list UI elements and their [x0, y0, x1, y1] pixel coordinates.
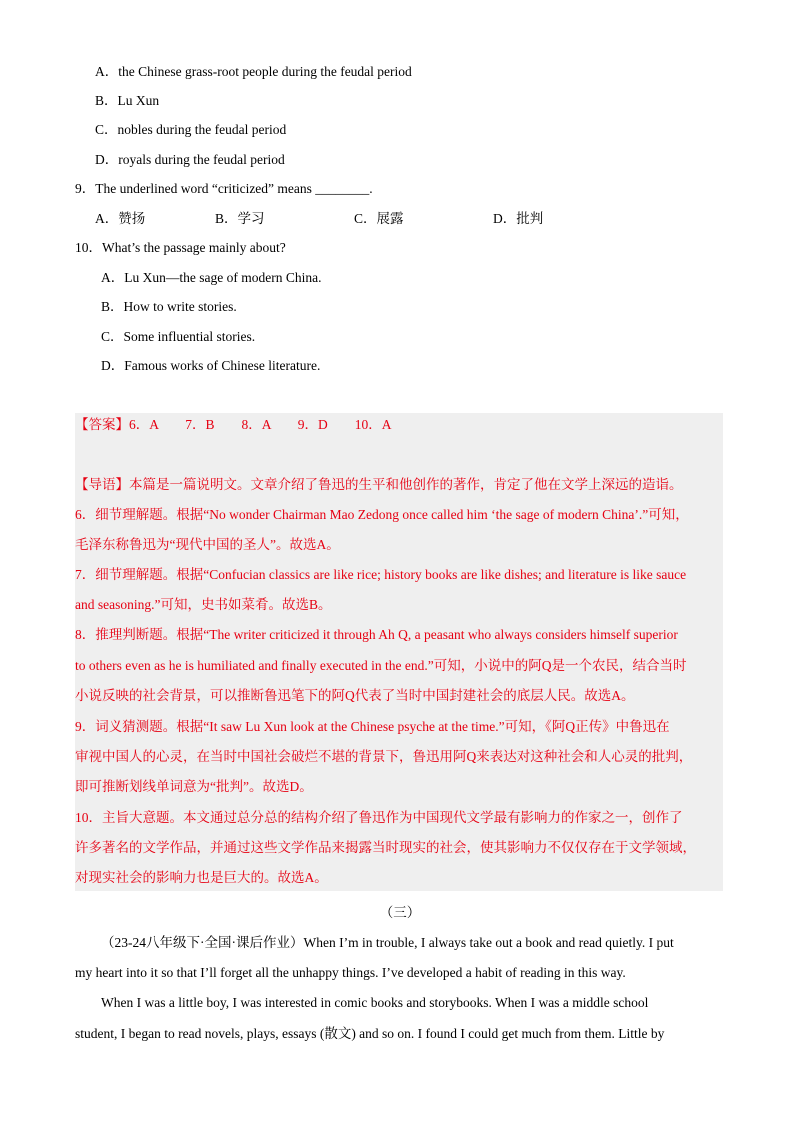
answer-line: 10．主旨大意题。本文通过总分总的结构介绍了鲁迅作为中国现代文学最有影响力的作家之一，创作了	[75, 810, 683, 825]
section-title: （三）	[379, 905, 421, 920]
q9-option-c: C．展露	[354, 211, 404, 226]
passage-line: When I was a little boy, I was interested in comic books and storybooks. When I was a middle school	[101, 995, 649, 1010]
answer-explanation-box	[75, 413, 723, 891]
q8-option-b: B．Lu Xun	[95, 93, 160, 108]
answer-line: to others even as he is humiliated and finally executed in the end.”可知，小说中的阿Q是一个农民，结合当时	[75, 658, 687, 673]
answer-line: 6．细节理解题。根据“No wonder Chairman Mao Zedong once called him ‘the sage of modern China’.”可知，	[75, 507, 689, 522]
q10-option-a: A．Lu Xun—the sage of modern China.	[101, 270, 322, 285]
answer-line: 小说反映的社会背景，可以推断鲁迅笔下的阿Q代表了当时中国封建社会的底层人民。故选A。	[75, 688, 635, 703]
q8-option-d: D．royals during the feudal period	[95, 152, 285, 167]
q9-options	[95, 209, 695, 229]
q9-stem: 9．The underlined word “criticized” means ________.	[75, 181, 373, 196]
answer-line: 审视中国人的心灵，在当时中国社会破烂不堪的背景下，鲁迅用阿Q来表达对这种社会和人心灵的批判，	[75, 749, 693, 764]
answer-line: 即可推断划线单词意为“批判”。故选D。	[75, 779, 313, 794]
answer-line: 7．细节理解题。根据“Confucian classics are like rice; history books are like dishes; and literature is like sauce	[75, 567, 687, 582]
answer-line: 许多著名的文学作品，并通过这些文学作品来揭露当时现实的社会，使其影响力不仅仅存在于文学领域，	[75, 840, 696, 855]
q10-option-d: D．Famous works of Chinese literature.	[101, 358, 321, 373]
q10-option-b: B．How to write stories.	[101, 299, 237, 314]
answer-intro: 【导语】本篇是一篇说明文。文章介绍了鲁迅的生平和他创作的著作，肯定了他在文学上深远的造诣。	[75, 477, 683, 492]
answer-line: 对现实社会的影响力也是巨大的。故选A。	[75, 870, 328, 885]
answer-line: 9．词义猜测题。根据“It saw Lu Xun look at the Chinese psyche at the time.”可知，《阿Q正传》中鲁迅在	[75, 719, 670, 734]
q10-stem: 10．What’s the passage mainly about?	[75, 240, 286, 255]
q9-option-d: D．批判	[493, 211, 544, 226]
q9-option-b: B．学习	[215, 211, 265, 226]
answer-key: 【答案】6．A 7．B 8．A 9．D 10．A	[75, 417, 392, 432]
passage-line: my heart into it so that I’ll forget all the unhappy things. I’ve developed a habit of reading in this way.	[75, 965, 626, 980]
q8-option-c: C．nobles during the feudal period	[95, 122, 287, 137]
q9-option-a: A．赞扬	[95, 211, 146, 226]
q10-option-c: C．Some influential stories.	[101, 329, 256, 344]
answer-line: 8．推理判断题。根据“The writer criticized it through Ah Q, a peasant who always considers himself superior	[75, 627, 678, 642]
answer-line: and seasoning.”可知，史书如菜肴。故选B。	[75, 597, 332, 612]
passage-line: student, I began to read novels, plays, essays (散文) and so on. I found I could get much from them. Little by	[75, 1026, 665, 1041]
answer-line: 毛泽东称鲁迅为“现代中国的圣人”。故选A。	[75, 537, 340, 552]
q8-option-a: A．the Chinese grass-root people during the feudal period	[95, 64, 412, 79]
passage-line: （23-24八年级下·全国·课后作业）When I’m in trouble, I always take out a book and read quietly. I put	[101, 935, 674, 950]
